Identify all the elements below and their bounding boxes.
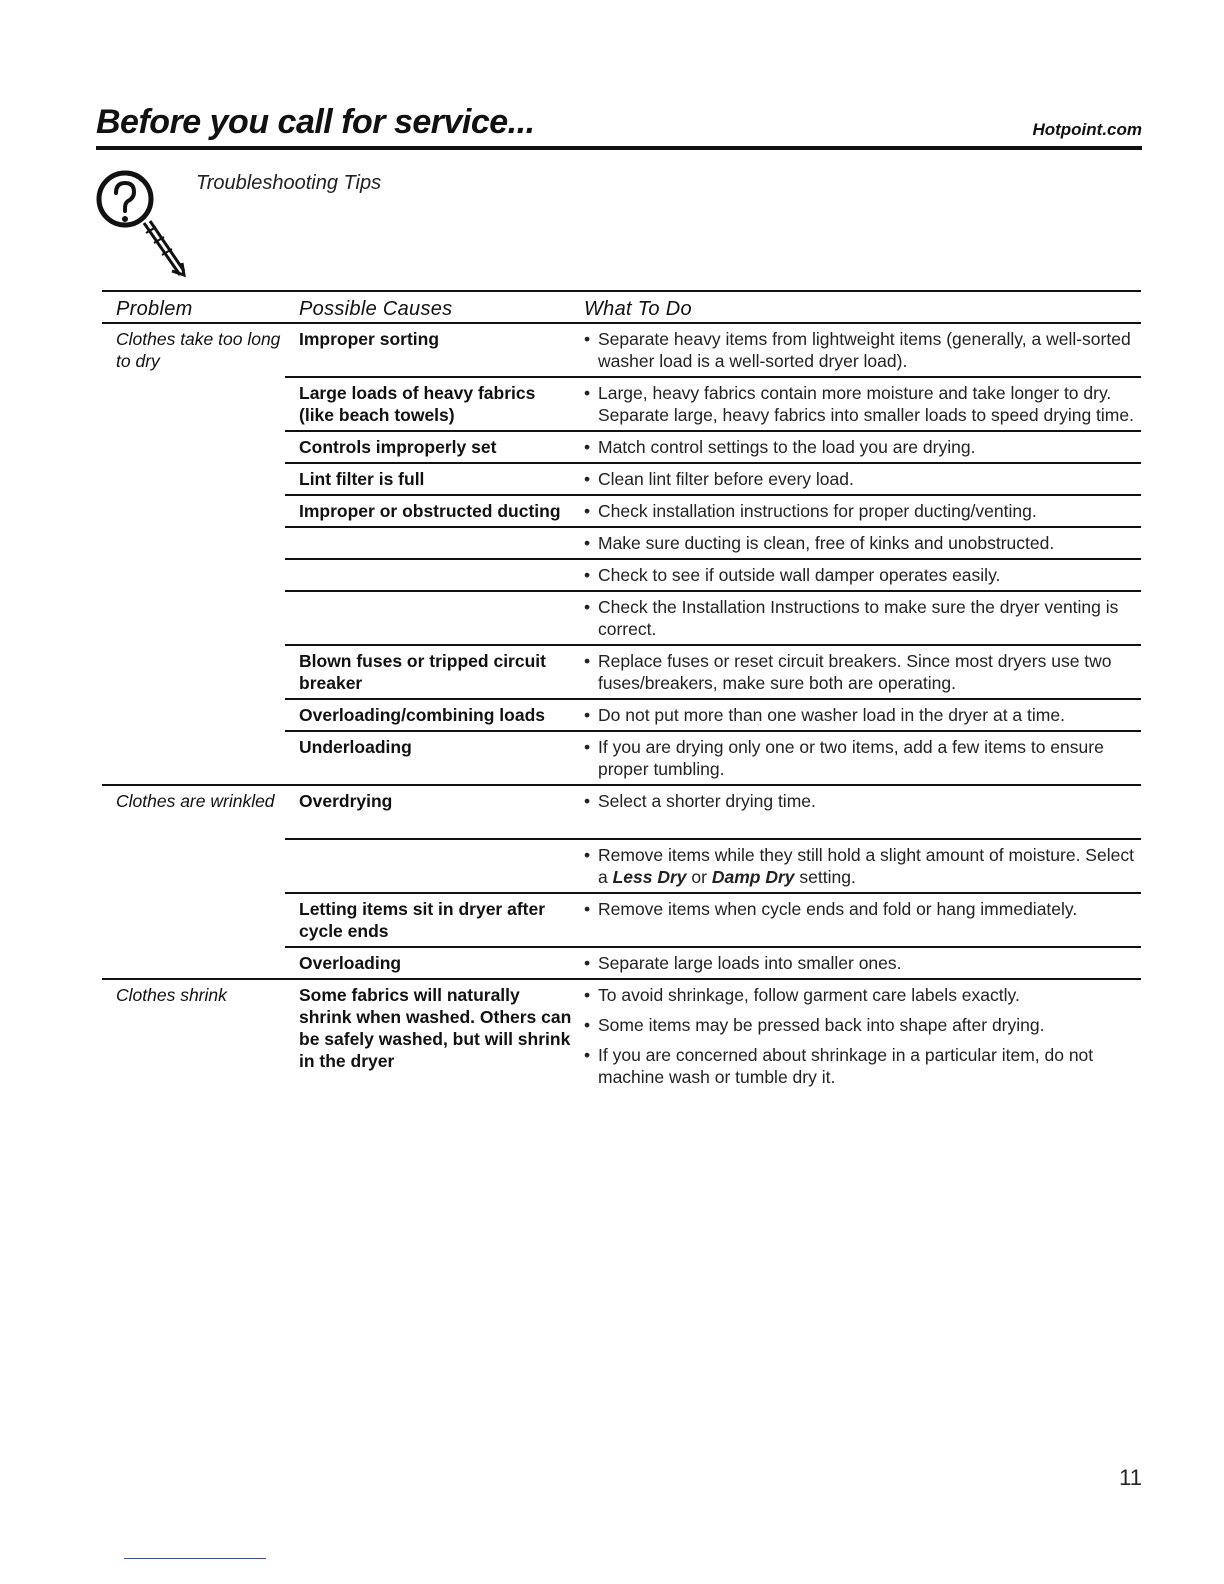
todo-cell <box>584 731 1141 785</box>
action-text: setting. <box>794 867 856 887</box>
column-header-causes: Possible Causes <box>285 291 584 323</box>
cause-cell: Overdrying <box>285 785 584 839</box>
action-item: • Separate large loads into smaller ones. <box>584 952 1137 974</box>
cause-cell: Overloading <box>285 947 584 979</box>
action-item: • Large, heavy fabrics contain more moisture and take longer to dry. Separate large, heavy fabrics into smaller loads to speed drying time. <box>584 382 1137 426</box>
action-item: • Select a shorter drying time. <box>584 790 1137 812</box>
less-dry-setting: Less Dry <box>612 867 687 887</box>
todo-cell <box>584 591 1141 645</box>
cause-cell <box>285 527 584 559</box>
cause-cell: Underloading <box>285 731 584 785</box>
cause-cell: Improper sorting <box>285 323 584 377</box>
cause-cell <box>285 591 584 645</box>
todo-cell <box>584 431 1141 463</box>
cause-cell: Improper or obstructed ducting <box>285 495 584 527</box>
section-label: Troubleshooting Tips <box>196 172 382 194</box>
action-text: Remove items while they still hold a slight amount of moisture. Select a <box>598 845 1134 887</box>
page-title: Before you call for service... <box>96 103 535 141</box>
todo-cell <box>584 323 1141 377</box>
todo-cell <box>584 645 1141 699</box>
problem-cell <box>102 785 285 979</box>
todo-cell <box>584 893 1141 947</box>
action-item <box>584 844 1137 888</box>
todo-cell <box>584 699 1141 731</box>
cause-cell <box>285 839 584 893</box>
problem-label: Clothes take too long to dry <box>116 329 281 371</box>
action-item: • Check the Installation Instructions to make sure the dryer venting is correct. <box>584 596 1137 640</box>
action-item: • Separate heavy items from lightweight items (generally, a well-sorted washer load is a well-sorted dryer load). <box>584 328 1137 372</box>
todo-cell <box>584 495 1141 527</box>
troubleshooting-table <box>102 290 1141 1092</box>
table-row <box>102 785 1141 839</box>
question-magnifier-icon <box>94 163 190 283</box>
action-text: or <box>686 867 712 887</box>
page-header <box>96 100 1142 150</box>
todo-cell <box>584 377 1141 431</box>
action-item: • Some items may be pressed back into shape after drying. <box>584 1014 1137 1036</box>
cause-cell: Large loads of heavy fabrics (like beach towels) <box>285 377 584 431</box>
cause-cell: Controls improperly set <box>285 431 584 463</box>
problem-label: Clothes shrink <box>116 985 227 1005</box>
todo-cell <box>584 979 1141 1092</box>
action-item: • Clean lint filter before every load. <box>584 468 1137 490</box>
problem-label: Clothes are wrinkled <box>116 791 275 811</box>
todo-cell <box>584 947 1141 979</box>
action-item: • Match control settings to the load you are drying. <box>584 436 1137 458</box>
action-item: • To avoid shrinkage, follow garment care labels exactly. <box>584 984 1137 1006</box>
cause-cell: Blown fuses or tripped circuit breaker <box>285 645 584 699</box>
damp-dry-setting: Damp Dry <box>711 867 795 887</box>
cause-cell: Lint filter is full <box>285 463 584 495</box>
action-item: • Do not put more than one washer load in the dryer at a time. <box>584 704 1137 726</box>
footer-divider <box>124 1558 266 1559</box>
table-row <box>102 979 1141 1092</box>
cause-cell: Some fabrics will naturally shrink when washed. Others can be safely washed, but will shrink in the dryer <box>299 985 572 1071</box>
problem-cell <box>102 979 285 1092</box>
action-item: • Remove items when cycle ends and fold or hang immediately. <box>584 898 1137 920</box>
site-link[interactable]: Hotpoint.com <box>1032 120 1142 139</box>
todo-cell <box>584 785 1141 839</box>
todo-cell <box>584 839 1141 893</box>
todo-cell <box>584 527 1141 559</box>
problem-cell <box>102 323 285 785</box>
page-number: 11 <box>1119 1465 1142 1490</box>
todo-cell <box>584 463 1141 495</box>
cause-cell <box>285 559 584 591</box>
action-item: • Check to see if outside wall damper operates easily. <box>584 564 1137 586</box>
table-row <box>102 323 1141 377</box>
action-item: • Replace fuses or reset circuit breakers. Since most dryers use two fuses/breakers, make sure both are operating. <box>584 650 1137 694</box>
action-item: • If you are concerned about shrinkage in a particular item, do not machine wash or tumble dry it. <box>584 1044 1137 1088</box>
action-item: • If you are drying only one or two items, add a few items to ensure proper tumbling. <box>584 736 1137 780</box>
cause-cell: Letting items sit in dryer after cycle ends <box>285 893 584 947</box>
column-header-todo: What To Do <box>584 291 1141 323</box>
todo-cell <box>584 559 1141 591</box>
action-item: • Make sure ducting is clean, free of kinks and unobstructed. <box>584 532 1137 554</box>
table-header-row <box>102 291 1141 323</box>
column-header-problem: Problem <box>102 291 285 323</box>
action-item: • Check installation instructions for proper ducting/venting. <box>584 500 1137 522</box>
cause-cell: Overloading/combining loads <box>285 699 584 731</box>
